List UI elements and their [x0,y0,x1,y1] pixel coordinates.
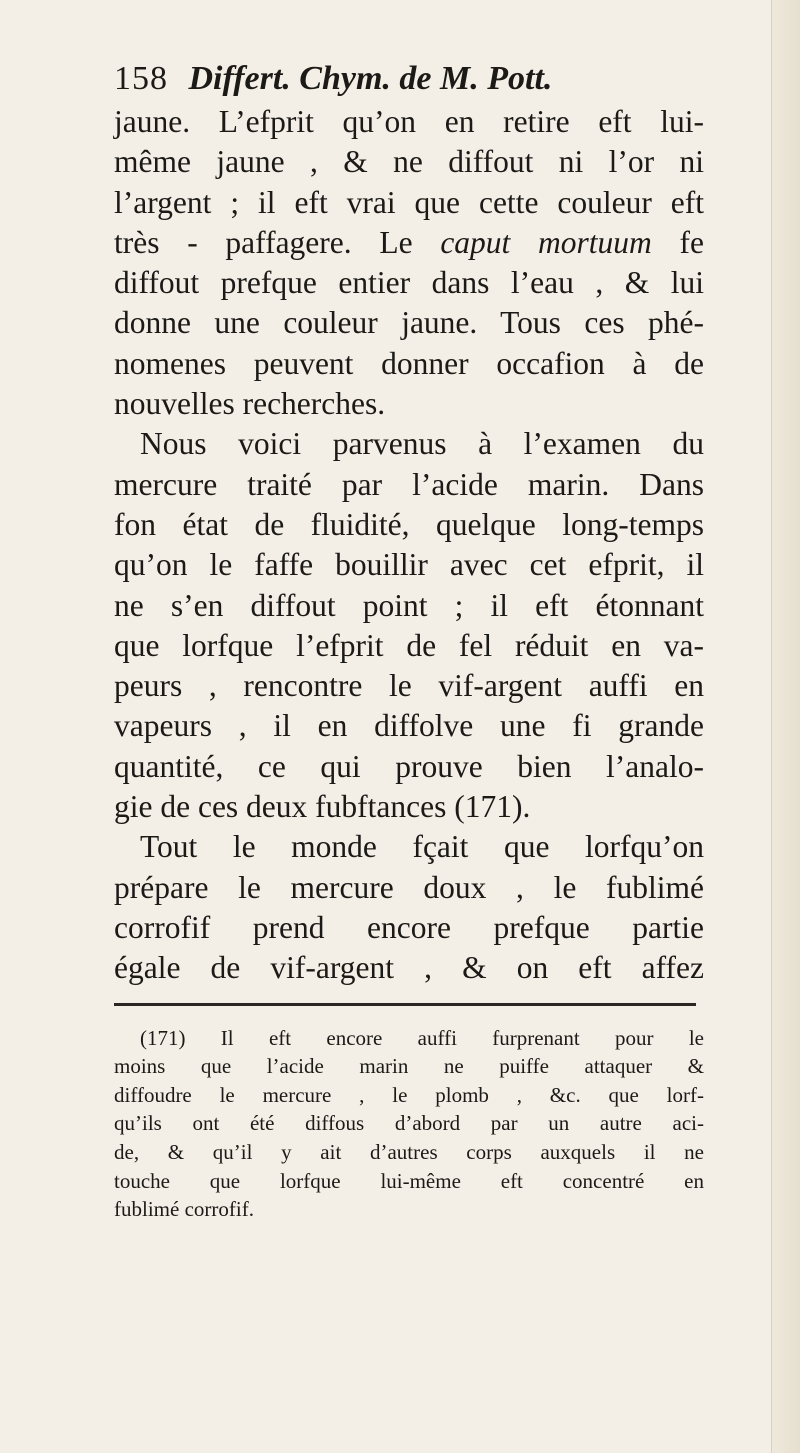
text-line: nouvelles recherches. [114,386,386,422]
footnotes [114,1024,704,1224]
book-page [114,56,704,1224]
footnote-line: touche que lorfque lui-même eft concentré en [114,1168,704,1193]
page-edge [771,0,800,1453]
text-line: l’argent ; il eft vrai que cette couleur eft [114,184,704,220]
text-line: donne une couleur jaune. Tous ces phé- [114,305,704,341]
footnote-line: diffoudre le mercure , le plomb , &c. que lorf- [114,1082,704,1107]
footnote-line: (171) Il eft encore auffi furprenant pour le [140,1025,704,1050]
text-line: Nous voici parvenus à l’examen du [140,426,704,462]
text-line: ne s’en diffout point ; il eft étonnant [114,587,704,623]
footnote-line: qu’ils ont été diffous d’abord par un autre aci- [114,1111,704,1136]
text-line: gie de ces deux fubftances (171). [114,789,531,825]
italic-term: caput mortuum [440,224,652,260]
running-head [114,56,704,102]
footnote-line: de, & qu’il y ait d’autres corps auxquels il ne [114,1139,704,1164]
text-line: nomenes peuvent donner occafion à de [114,345,704,381]
text-line: vapeurs , il en diffolve une fi grande [114,708,704,744]
text-line: quantité, ce qui prouve bien l’analo- [114,748,704,784]
text-segment: très - paffagere. Le [114,224,413,260]
page-number: 158 [114,60,168,97]
footnote-rule [114,1003,696,1006]
text-line: fon état de fluidité, quelque long-temps [114,506,704,542]
text-line: que lorfque l’efprit de fel réduit en va- [114,627,704,663]
text-line: mercure traité par l’acide marin. Dans [114,466,704,502]
text-line: peurs , rencontre le vif-argent auffi en [114,668,704,704]
footnote-line: fublimé corrofif. [114,1197,254,1222]
text-line: prépare le mercure doux , le fublimé [114,869,704,905]
text-line: qu’on le faffe bouillir avec cet efprit, il [114,547,704,583]
text-line: égale de vif-argent , & on eft affez [114,950,704,986]
text-line: corrofif prend encore prefque partie [114,909,704,945]
text-segment: fe [679,224,704,260]
running-title: Differt. Chym. de M. Pott. [188,60,553,97]
text-line: Tout le monde fçait que lorfqu’on [140,829,704,865]
footnote-line: moins que l’acide marin ne puiffe attaquer & [114,1054,704,1079]
body-text [114,102,704,989]
text-line: diffout prefque entier dans l’eau , & lui [114,265,704,301]
text-line: jaune. L’efprit qu’on en retire eft lui- [114,104,704,139]
text-line [114,223,704,263]
text-line: même jaune , & ne diffout ni l’or ni [114,144,704,180]
